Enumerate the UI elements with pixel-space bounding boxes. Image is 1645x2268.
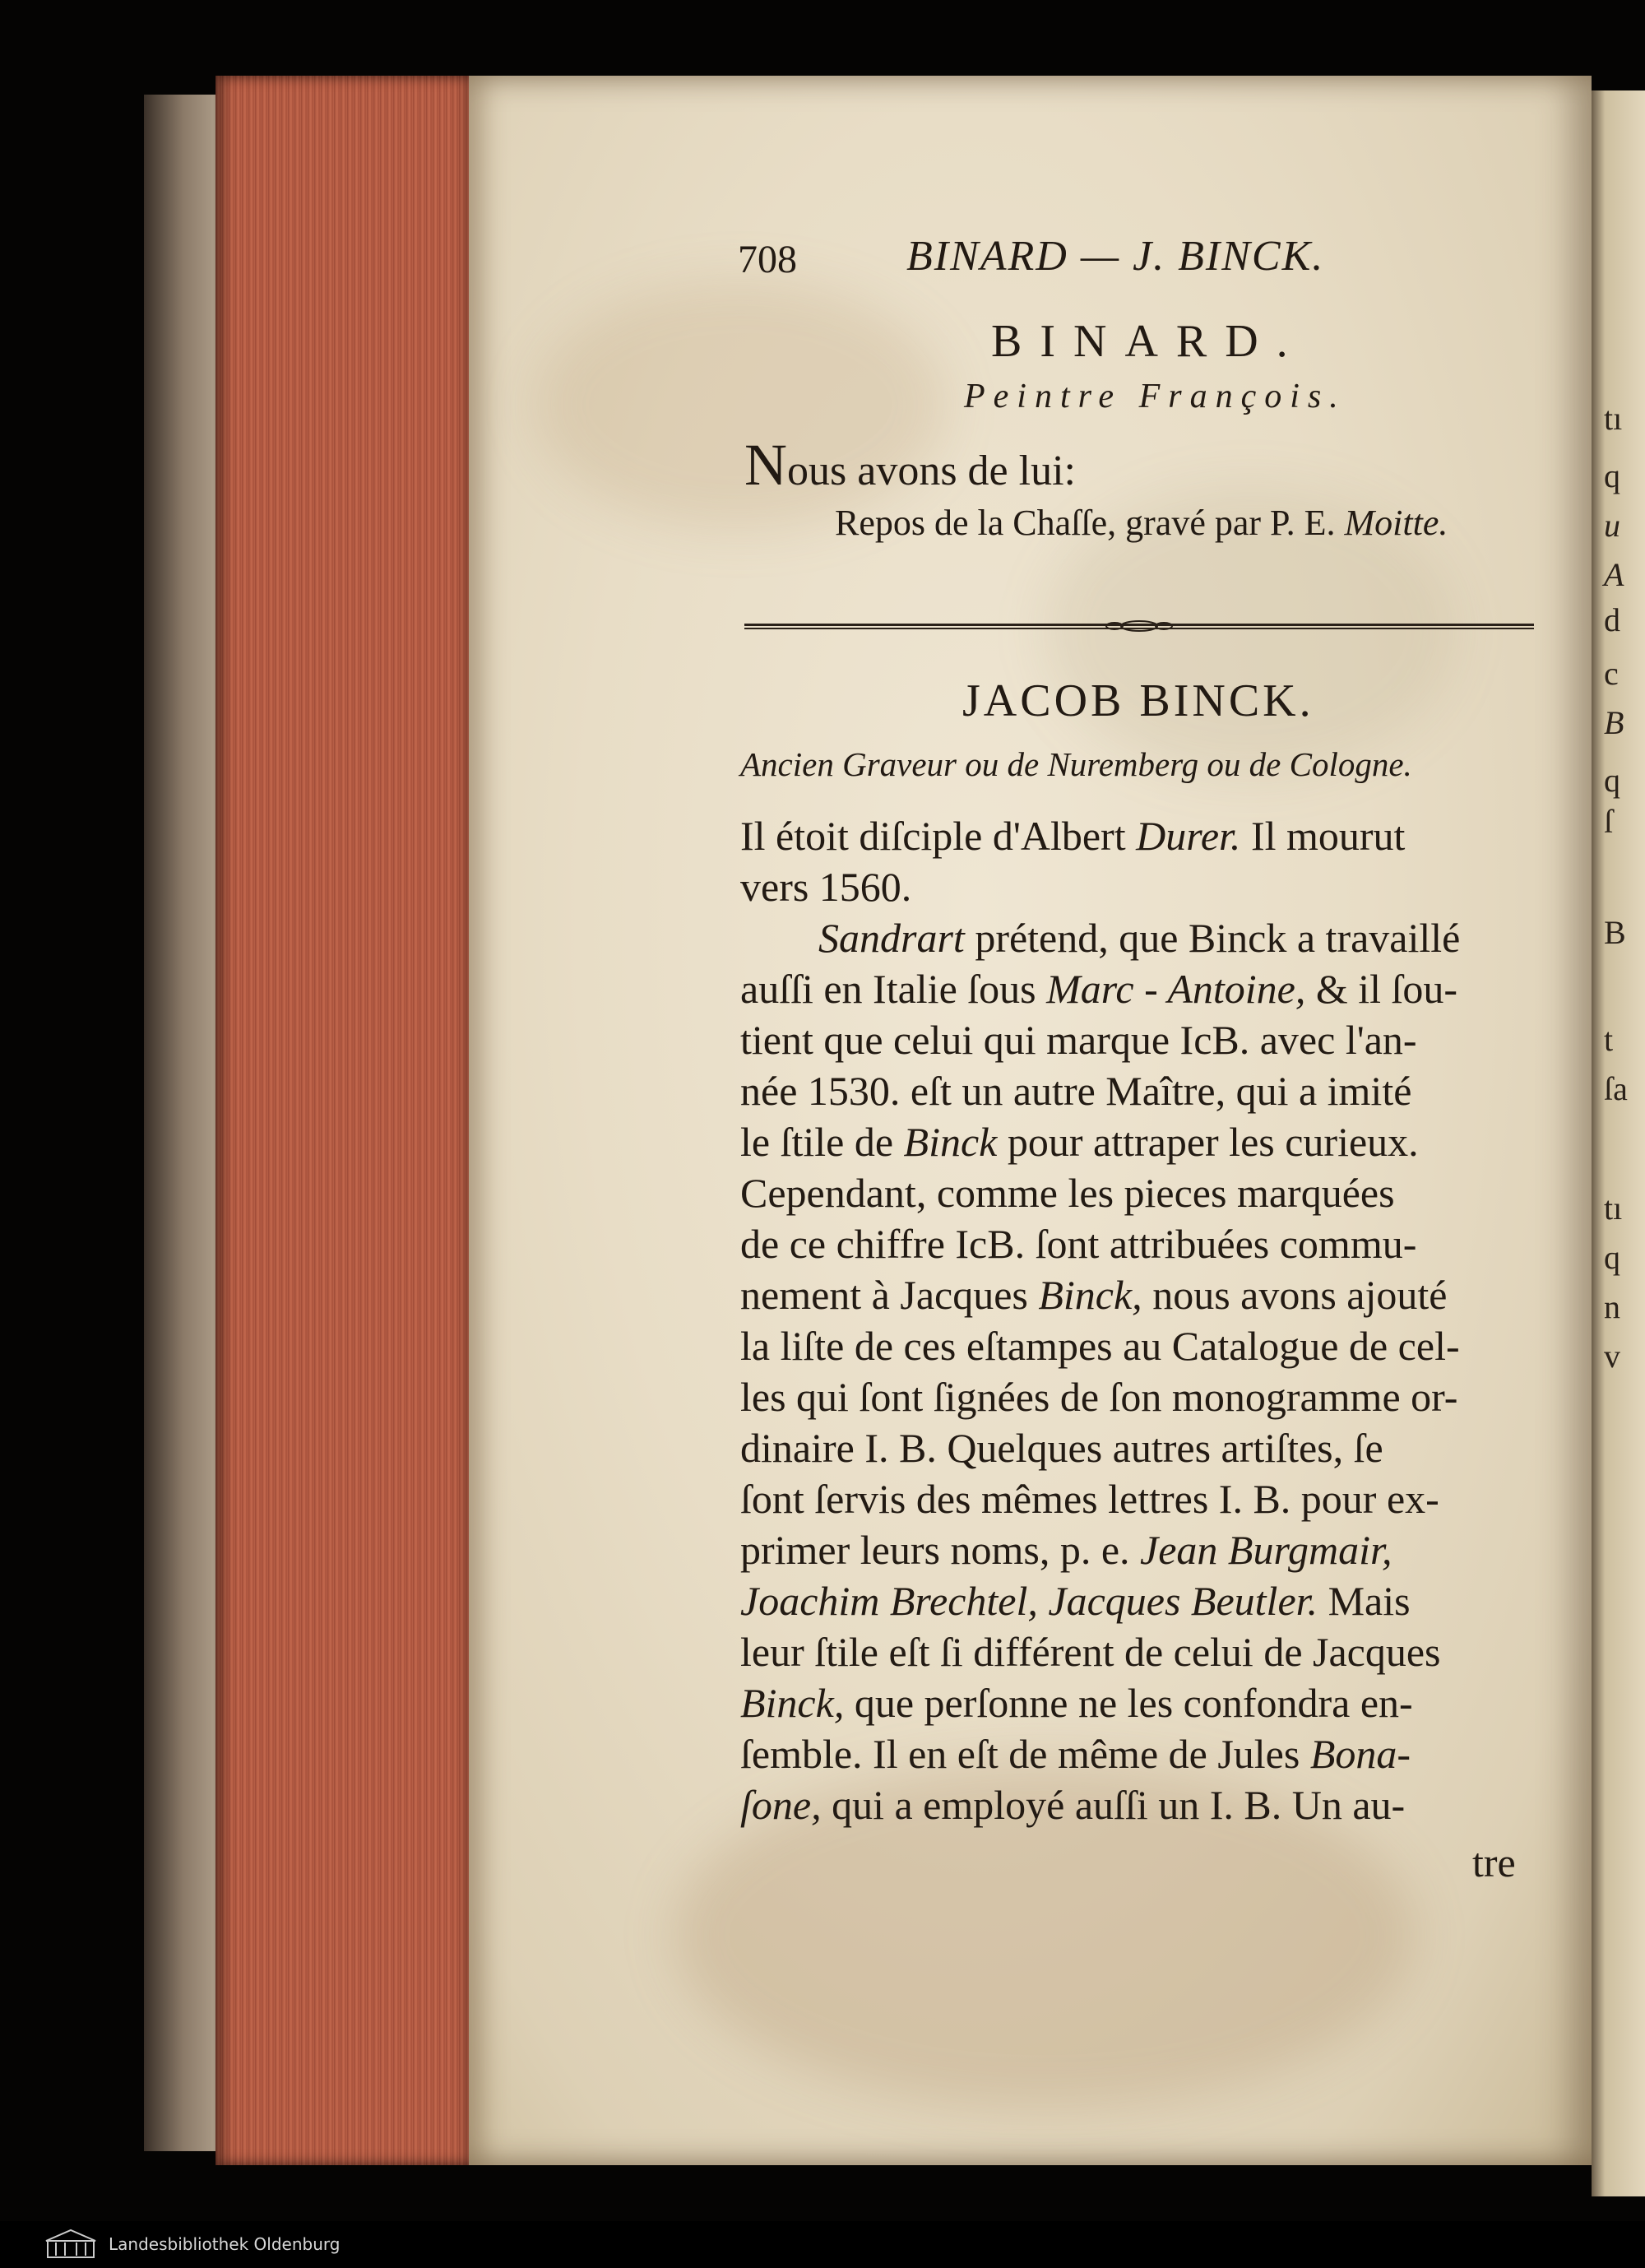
facing-page-fragment: u	[1604, 507, 1620, 544]
body-italic: Jean Burgmair,	[1140, 1527, 1392, 1573]
entry-subtitle: Ancien Graveur ou de Nuremberg ou de Cologne.	[740, 745, 1412, 783]
body-line	[740, 861, 911, 912]
body-line	[740, 963, 1457, 1014]
body-line	[740, 1473, 1439, 1524]
body-text: prétend, que Binck a travaillé	[964, 915, 1461, 961]
page-number: 708	[738, 238, 797, 281]
catchword: tre	[1472, 1839, 1516, 1885]
body-text: primer leurs noms, p. e.	[740, 1527, 1141, 1573]
facing-page-fragment: q	[1604, 762, 1620, 799]
facing-page-fragment: A	[1604, 556, 1624, 593]
body-text: leur ſtile eſt ſi différent de celui de Jacques	[740, 1629, 1441, 1675]
facing-page-fragment: q	[1604, 457, 1620, 494]
body-text: Cependant, comme les pieces marquées	[740, 1170, 1395, 1216]
body-line	[818, 912, 1460, 963]
body-italic: Binck	[903, 1119, 998, 1165]
facing-page-fragment: d	[1604, 601, 1620, 638]
body-line	[740, 1320, 1460, 1371]
body-text: nous avons ajouté	[1142, 1272, 1448, 1318]
body-line	[740, 1269, 1447, 1320]
facing-page-fragment: B	[1604, 914, 1626, 951]
facing-page-fragment: v	[1604, 1338, 1620, 1375]
facing-page-edge	[1592, 90, 1645, 2196]
footer-bar	[0, 2221, 1645, 2268]
body-text: auſſi en Italie ſous	[740, 966, 1047, 1012]
facing-page-fragment: ſ	[1604, 803, 1614, 840]
body-italic: Durer.	[1136, 813, 1241, 859]
entry-intro: Nous avons de lui:	[744, 432, 1076, 498]
body-text: le ſtile de	[740, 1119, 904, 1165]
body-line	[740, 1065, 1411, 1116]
body-line	[740, 1575, 1411, 1626]
body-line	[740, 1728, 1411, 1779]
library-name[interactable]: Landesbibliothek Oldenburg	[109, 2234, 341, 2254]
page-edges	[215, 76, 477, 2165]
body-text: pour attraper les curieux.	[997, 1119, 1419, 1165]
body-text: qui a employé auſſi un I. B. Un au-	[821, 1782, 1406, 1828]
facing-page-fragment: B	[1604, 704, 1624, 741]
facing-page-fragment: q	[1604, 1239, 1620, 1276]
body-text: née 1530. eſt un autre Maître, qui a imité	[740, 1068, 1412, 1114]
entry-heading: BINARD.	[991, 316, 1306, 367]
body-line	[740, 1677, 1413, 1728]
facing-page-fragment: n	[1604, 1288, 1620, 1325]
body-italic: Marc - Antoine,	[1046, 966, 1306, 1012]
body-text: nement à Jacques	[740, 1272, 1039, 1318]
body-line	[740, 1218, 1416, 1269]
body-text: de ce chiffre IcB. ſont attribuées commu-	[740, 1221, 1417, 1267]
ornamental-divider	[744, 620, 1534, 632]
body-line	[740, 1371, 1457, 1422]
facing-page-fragment: ſa	[1604, 1070, 1628, 1107]
body-italic: Binck,	[1038, 1272, 1142, 1318]
body-text: & il ſou-	[1305, 966, 1458, 1012]
body-italic: Bona-	[1309, 1731, 1411, 1777]
body-text: tient que celui qui marque IcB. avec l'an-	[740, 1017, 1417, 1063]
work-line	[835, 502, 1448, 544]
body-line	[740, 1014, 1417, 1065]
body-line	[740, 1626, 1441, 1677]
running-title: BINARD — J. BINCK.	[906, 233, 1325, 280]
body-line	[740, 1779, 1405, 1830]
entry-heading: JACOB BINCK.	[962, 675, 1314, 726]
body-text: la liſte de ces eſtampes au Catalogue de cel-	[740, 1323, 1460, 1369]
body-line	[740, 810, 1405, 861]
body-text: ſont ſervis des mêmes lettres I. B. pour ex-	[740, 1476, 1439, 1522]
facing-page-fragment: tı	[1604, 400, 1623, 437]
body-text: Il étoit diſciple d'Albert	[740, 813, 1137, 859]
library-building-icon	[43, 2228, 99, 2261]
work-title: Repos de la Chaſſe, gravé par P. E.	[835, 503, 1336, 543]
body-italic: Sandrart	[818, 915, 965, 961]
body-italic: ſone,	[740, 1782, 822, 1828]
body-italic: Binck,	[740, 1680, 845, 1726]
facing-page-fragment: c	[1604, 655, 1619, 692]
body-text: ſemble. Il en eſt de même de Jules	[740, 1731, 1310, 1777]
body-italic: Joachim Brechtel, Jacques Beutler.	[740, 1578, 1318, 1624]
body-text: les qui ſont ſignées de ſon monogramme or-	[740, 1374, 1458, 1420]
body-line	[740, 1422, 1383, 1473]
body-line	[740, 1524, 1392, 1575]
body-text: Il mourut	[1240, 813, 1406, 859]
body-text: Mais	[1318, 1578, 1411, 1624]
entry-subtitle: Peintre François.	[964, 378, 1346, 415]
engraver-name: Moitte.	[1344, 503, 1448, 543]
facing-page-fragment: tı	[1604, 1190, 1623, 1227]
body-text: vers 1560.	[740, 864, 912, 910]
facing-page-fragment: t	[1604, 1021, 1614, 1058]
body-line	[740, 1167, 1395, 1218]
body-line	[740, 1116, 1419, 1167]
body-text: que perſonne ne les confondra en-	[844, 1680, 1413, 1726]
body-text: dinaire I. B. Quelques autres artiſtes, ſe	[740, 1425, 1383, 1471]
